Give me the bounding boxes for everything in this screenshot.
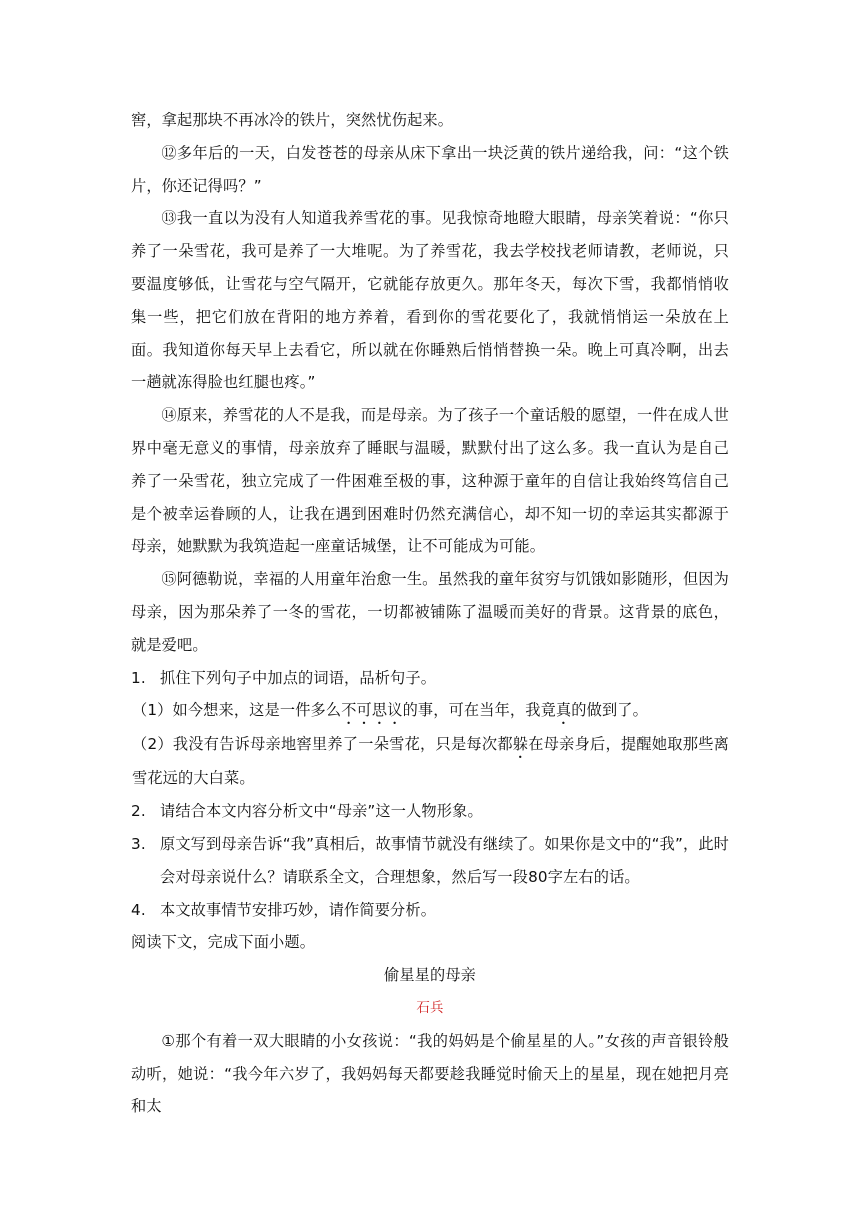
question-1 — [131, 662, 729, 695]
question-4-text: 本文故事情节安排巧妙，请作简要分析。 — [160, 900, 437, 919]
question-3-text: 原文写到母亲告诉“我”真相后，故事情节就没有继续了。如果你是文中的“我”，此时会对母亲说什么？请联系全文，合理想象，然后写一段80字左右的话。 — [160, 834, 729, 886]
subquestion-1-before: （1）如今想来，这是一件多么 — [132, 701, 342, 720]
subquestion-1 — [131, 694, 729, 728]
question-3-number: 3. — [131, 834, 146, 853]
reading-instruction: 阅读下文，完成下面小题。 — [131, 933, 316, 952]
document-content — [131, 104, 729, 1123]
question-4 — [131, 894, 729, 927]
subquestion-1-after: 的做到了。 — [571, 701, 648, 720]
passage-paragraph-1: ①那个有着一双大眼睛的小女孩说：“我的妈妈是个偷星星的人。”女孩的声音银铃般动听，她说：“我今年六岁了，我妈妈每天都要趁我睡觉时偷天上的星星，现在她把月亮和太 — [131, 1031, 729, 1116]
paragraph-15: ⑮阿德勒说，幸福的人用童年治愈一生。虽然我的童年贫穷与饥饿如影随形，但因为母亲，因为那朵养了一冬的雪花，一切都被铺陈了温暖而美好的背景。这背景的底色，就是爱吧。 — [131, 570, 729, 654]
paragraph-12: ⑫多年后的一天，白发苍苍的母亲从床下拿出一块泛黄的铁片递给我，问：“这个铁片，你还记得吗？” — [131, 143, 729, 195]
passage-title: 偷星星的母亲 — [383, 966, 477, 985]
question-2-text: 请结合本文内容分析文中“母亲”这一人物形象。 — [160, 802, 483, 821]
question-1-text: 抓住下列句子中加点的词语，品析句子。 — [160, 668, 437, 687]
subquestion-2 — [131, 728, 729, 795]
subquestion-2-after: 在母亲身后，提醒她取那些离雪花远的大白菜。 — [132, 735, 729, 788]
paragraph-13: ⑬我一直以为没有人知道我养雪花的事。见我惊奇地瞪大眼睛，母亲笑着说：“你只养了一朵雪花，我可是养了一大堆呢。为了养雪花，我去学校找老师请教，老师说，只要温度够低，让雪花与空气隔开，它就能存放更久。那年冬天，每次下雪，我都悄悄收集一些，把它们放在背阳的地方养着，看到你的雪花要化了，我就悄悄运一朵放在上面。我知道你每天早上去看它，所以就在你睡熟后悄悄替换一朵。晚上可真冷啊，出去一趟就冻得脸也红腿也疼。” — [131, 209, 729, 392]
paragraph-14: ⑭原来，养雪花的人不是我，而是母亲。为了孩子一个童话般的愿望，一件在成人世界中毫无意义的事情，母亲放弃了睡眠与温暖，默默付出了这么多。我一直认为是自己养了一朵雪花，独立完成了一件困难至极的事，这种源于童年的自信让我始终笃信自己是个被幸运眷顾的人，让我在遇到困难时仍然充满信心，却不知一切的幸运其实都源于母亲，她默默为我筑造起一座童话城堡，让不可能成为可能。 — [131, 406, 729, 556]
subquestion-2-before: （2）我没有告诉母亲地窖里养了一朵雪花，只是每次都 — [132, 735, 513, 754]
dotted-word-1: 不可思议 — [341, 701, 403, 720]
question-4-number: 4. — [131, 900, 146, 919]
dotted-word-3: 躲 — [512, 735, 529, 754]
question-1-number: 1. — [131, 668, 146, 687]
passage-author: 石兵 — [416, 999, 444, 1016]
question-3 — [131, 828, 729, 894]
paragraph-continued: 窖，拿起那块不再冰冷的铁片，突然忧伤起来。 — [131, 111, 454, 129]
question-2-number: 2. — [131, 802, 146, 821]
dotted-word-2: 真 — [555, 701, 572, 720]
question-2 — [131, 795, 729, 828]
subquestion-1-middle: 的事，可在当年，我竟 — [402, 701, 556, 720]
